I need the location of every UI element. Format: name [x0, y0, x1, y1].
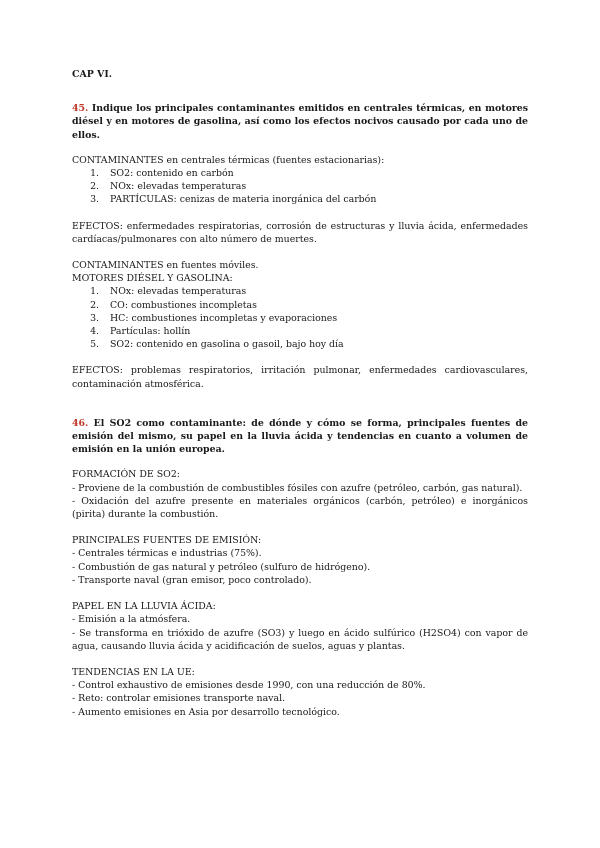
formation-heading: FORMACIÓN DE SO2: — [72, 469, 180, 481]
fixed-sources-list — [72, 167, 528, 207]
sources-line: - Transporte naval (gran emisor, poco controlado). — [72, 574, 312, 586]
trends-heading: TENDENCIAS EN LA UE: — [72, 666, 195, 678]
chapter-title: CAP VI. — [72, 69, 112, 80]
list-item: 3. HC: combustiones incompletas y evaporaciones — [102, 312, 528, 325]
formation-line: - Proviene de la combustión de combustibles fósiles con azufre (petróleo, carbón, gas natural). — [72, 482, 523, 494]
question-46-number: 46. — [72, 417, 89, 429]
mobile-sources-heading: CONTAMINANTES en fuentes móviles. — [72, 260, 259, 272]
question-45-number: 45. — [72, 103, 89, 115]
fixed-sources-effects: EFECTOS: enfermedades respiratorias, corrosión de estructuras y lluvia ácida, enfermedades cardíacas/pulmonares con alto número de muertes. — [72, 220, 528, 245]
mobile-sources-effects: EFECTOS: problemas respiratorios, irritación pulmonar, enfermedades cardiovasculares, contaminación atmosférica. — [72, 365, 528, 390]
acid-rain-line: - Emisión a la atmósfera. — [72, 614, 191, 626]
list-item: 5. SO2: contenido en gasolina o gasoil, bajo hoy día — [102, 338, 528, 351]
trends-line: - Control exhaustivo de emisiones desde 1990, con una reducción de 80%. — [72, 680, 426, 692]
question-46 — [72, 417, 528, 457]
list-item: 2. NOx: elevadas temperaturas — [102, 180, 528, 193]
list-item: 3. PARTÍCULAS: cenizas de materia inorgánica del carbón — [102, 193, 528, 206]
trends-line: - Aumento emisiones en Asia por desarrollo tecnológico. — [72, 706, 340, 718]
list-item: 1. NOx: elevadas temperaturas — [102, 285, 528, 298]
formation-line: - Oxidación del azufre presente en materiales orgánicos (carbón, petróleo) e inorgánicos (pirita) durante la combustión. — [72, 495, 528, 521]
sources-line: - Centrales térmicas e industrias (75%). — [72, 548, 262, 560]
list-item: 2. CO: combustiones incompletas — [102, 299, 528, 312]
list-item: 1. SO2: contenido en carbón — [102, 167, 528, 180]
list-item: 4. Partículas: hollín — [102, 325, 528, 338]
question-45-text: Indique los principales contaminantes emitidos en centrales térmicas, en motores diésel y en motores de gasolina, así como los efectos nocivos causado por cada uno de ellos. — [72, 103, 529, 141]
acid-rain-heading: PAPEL EN LA LLUVIA ÁCIDA: — [72, 601, 216, 613]
acid-rain-line: - Se transforma en trióxido de azufre (SO3) y luego en ácido sulfúrico (H2SO4) con vapor de agua, causando lluvia ácida y acidificación de suelos, aguas y plantas. — [72, 627, 528, 652]
question-45 — [72, 102, 528, 142]
mobile-sources-subheading: MOTORES DIÉSEL Y GASOLINA: — [72, 273, 233, 285]
document-page — [72, 68, 528, 719]
question-46-text: El SO2 como contaminante: de dónde y cómo se forma, principales fuentes de emisión del mismo, su papel en la lluvia ácida y tendencias en cuanto a volumen de emisión en la unión europea. — [72, 417, 528, 456]
trends-line: - Reto: controlar emisiones transporte naval. — [72, 693, 286, 705]
fixed-sources-heading: CONTAMINANTES en centrales térmicas (fuentes estacionarias): — [72, 154, 385, 166]
mobile-sources-list — [72, 285, 528, 351]
sources-heading: PRINCIPALES FUENTES DE EMISIÓN: — [72, 535, 262, 547]
sources-line: - Combustión de gas natural y petróleo (sulfuro de hidrógeno). — [72, 561, 371, 573]
